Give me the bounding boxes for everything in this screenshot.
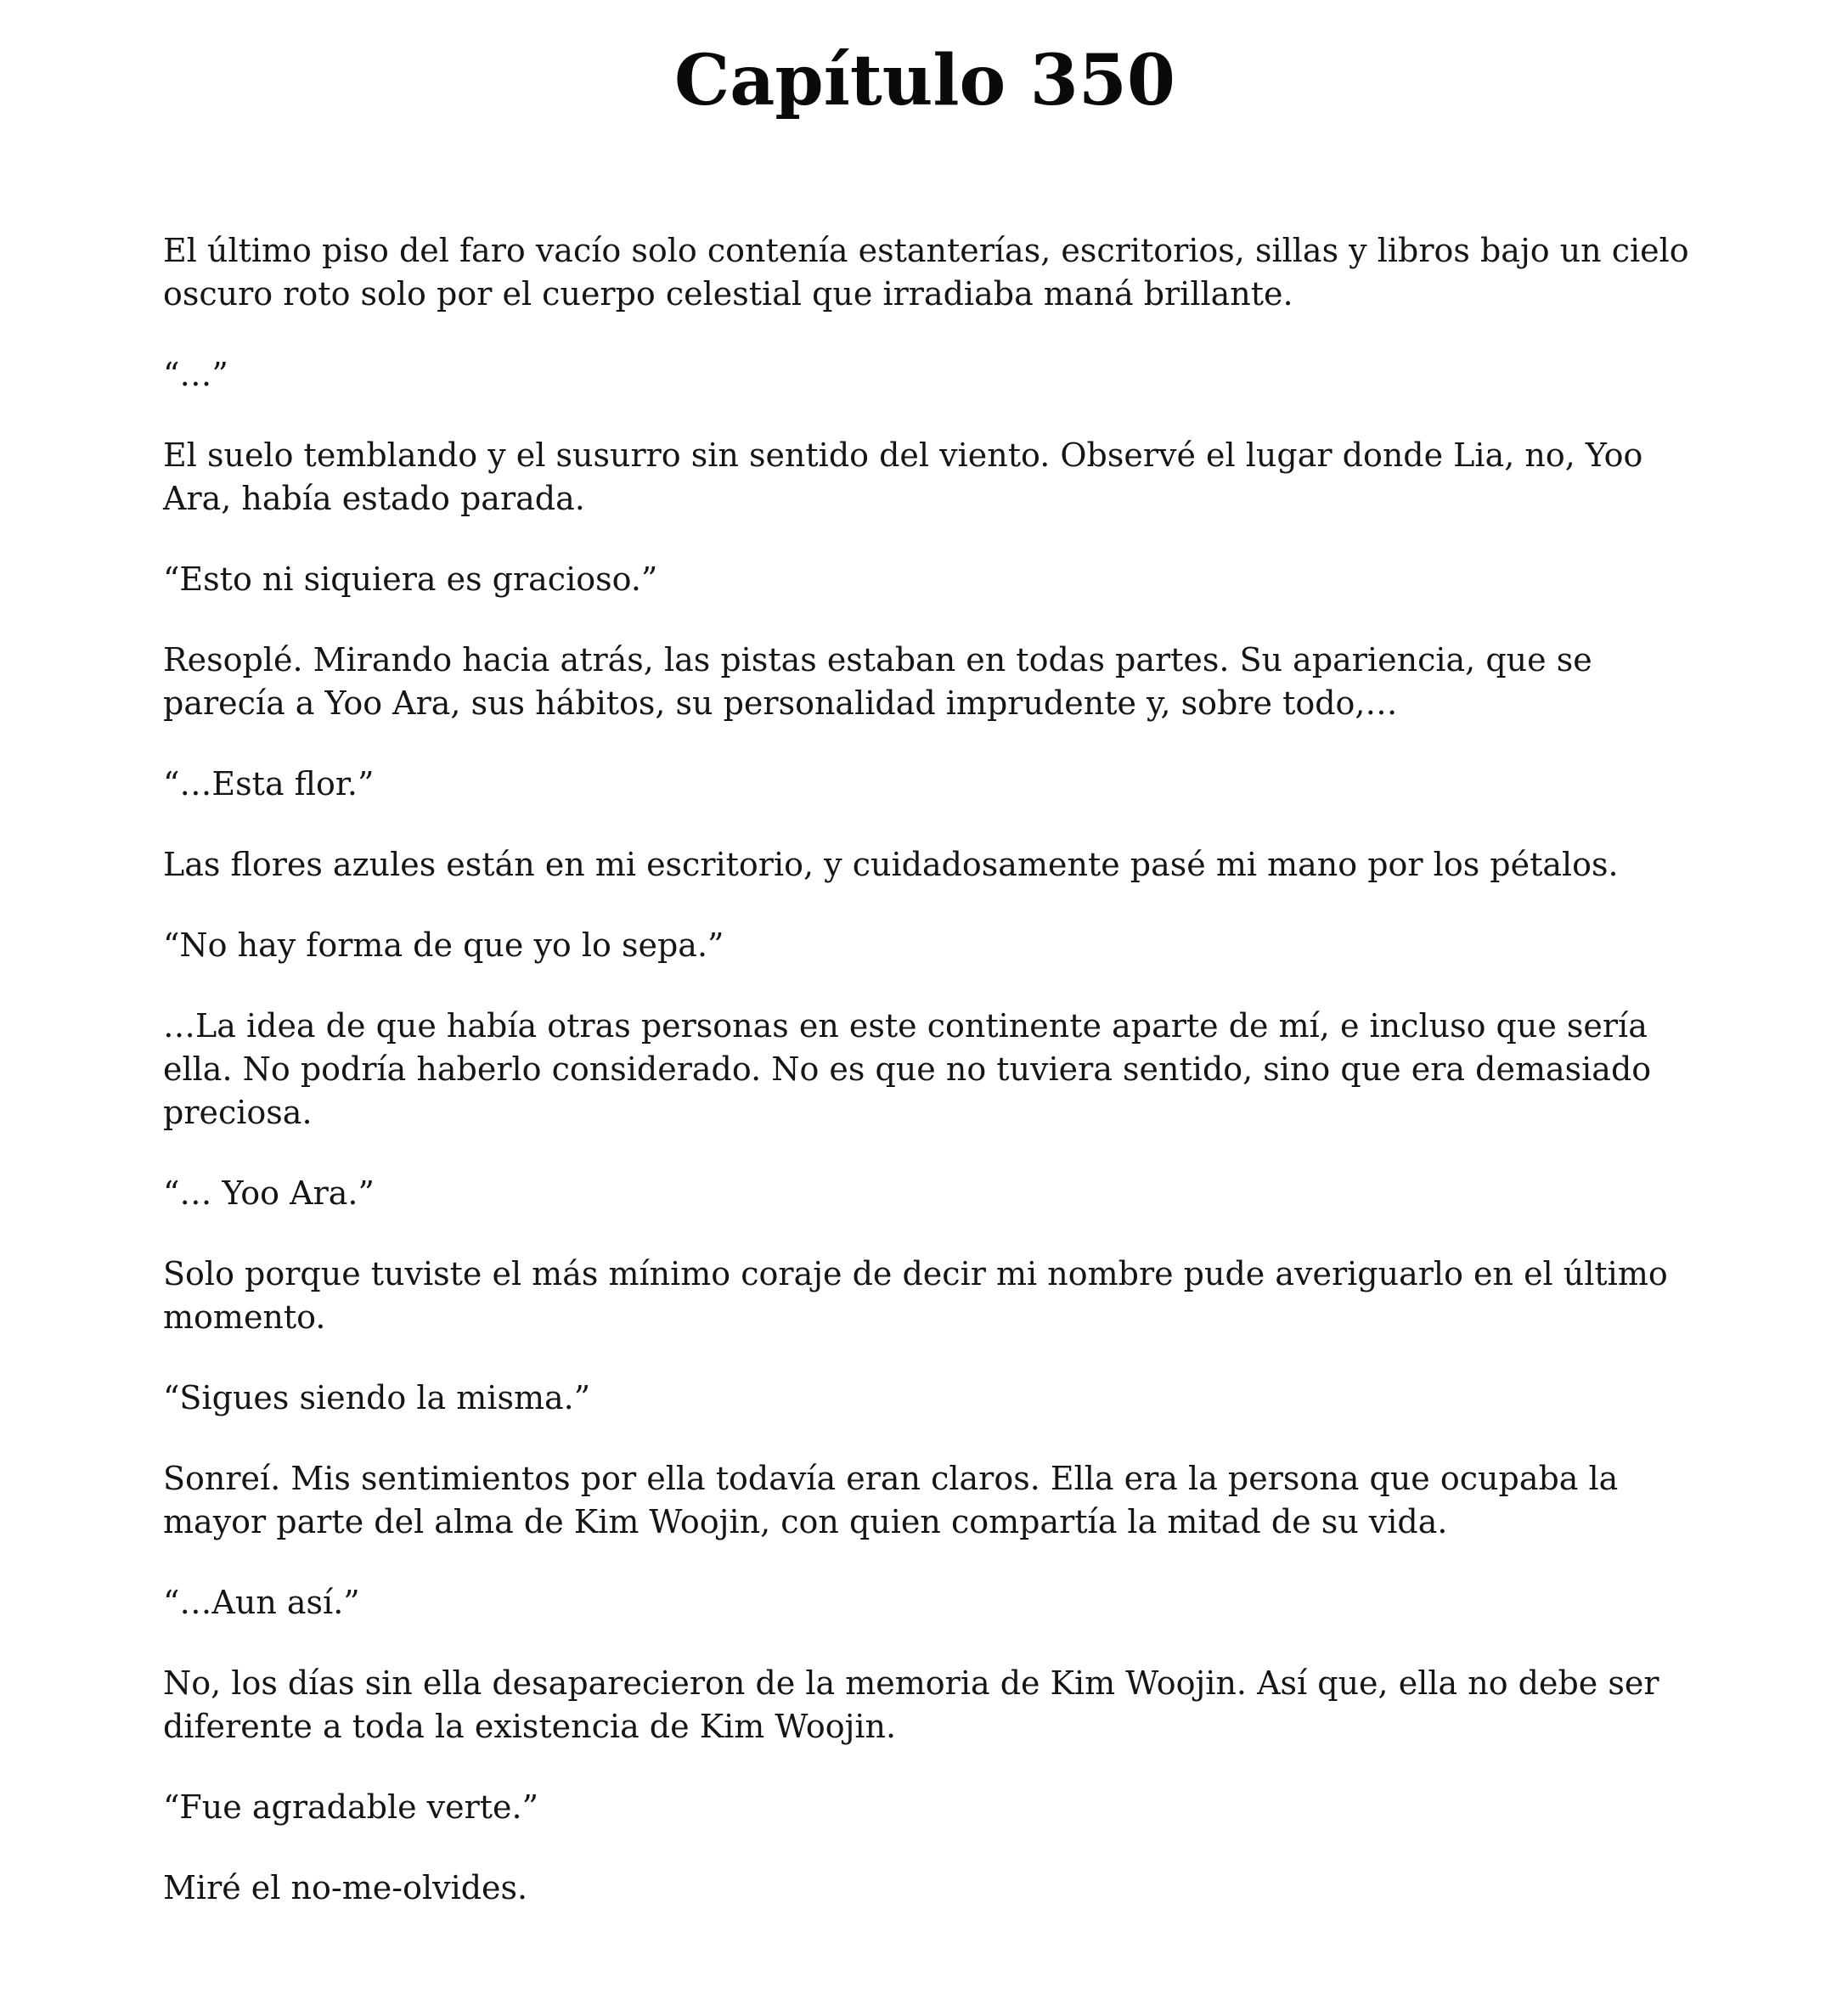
paragraph: Las flores azules están en mi escritorio, y cuidadosamente pasé mi mano por los pétalos. [163,846,1619,883]
paragraph: “No hay forma de que yo lo sepa.” [163,926,724,964]
chapter-body [163,229,1692,1947]
paragraph: El suelo temblando y el susurro sin sentido del viento. Observé el lugar donde Lia, no, Yoo Ara, había estado parada. [163,436,1643,517]
paragraph: “Fue agradable verte.” [163,1788,539,1826]
paragraph: Solo porque tuviste el más mínimo coraje de decir mi nombre pude averiguarlo en el último momento. [163,1255,1668,1336]
paragraph: “…” [163,356,228,393]
paragraph: El último piso del faro vacío solo contenía estanterías, escritorios, sillas y libros bajo un cielo oscuro roto solo por el cuerpo celestial que irradiaba maná brillante. [163,232,1689,313]
paragraph: “…Esta flor.” [163,765,375,802]
paragraph: “…Aun así.” [163,1584,360,1621]
paragraph: “Esto ni siquiera es gracioso.” [163,560,658,598]
chapter-title: Capítulo 350 [674,40,1175,121]
paragraph: “… Yoo Ara.” [163,1174,375,1212]
paragraph: “Sigues siendo la misma.” [163,1379,591,1416]
paragraph: Miré el no-me-olvides. [163,1869,528,1906]
paragraph: …La idea de que había otras personas en este continente aparte de mí, e incluso que sería ella. No podría haberlo considerado. No es que no tuviera sentido, sino que era demasiado preciosa. [163,1007,1652,1131]
paragraph: Resoplé. Mirando hacia atrás, las pistas estaban en todas partes. Su apariencia, que se parecía a Yoo Ara, sus hábitos, su personalidad imprudente y, sobre todo,… [163,641,1592,722]
paragraph: No, los días sin ella desaparecieron de la memoria de Kim Woojin. Así que, ella no debe ser diferente a toda la existencia de Kim Woojin. [163,1664,1659,1745]
paragraph: Sonreí. Mis sentimientos por ella todavía eran claros. Ella era la persona que ocupaba la mayor parte del alma de Kim Woojin, con quien compartía la mitad de su vida. [163,1460,1619,1540]
